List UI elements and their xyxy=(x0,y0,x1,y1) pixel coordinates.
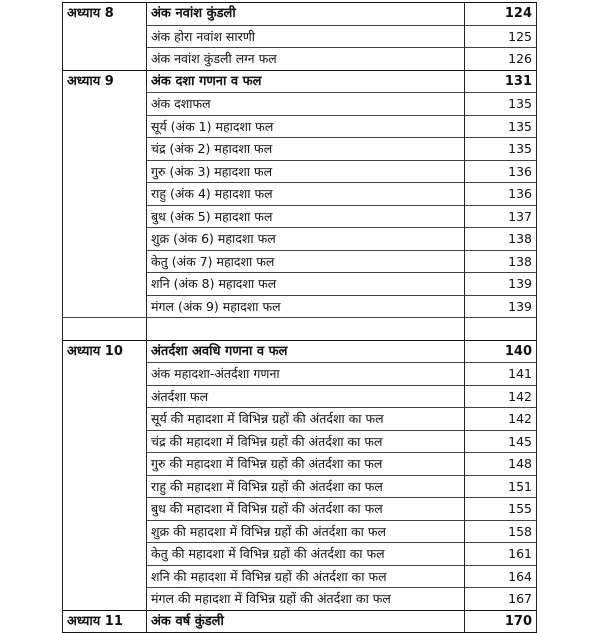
page-number: 131 xyxy=(465,70,537,93)
chapter-title: अंतर्दशा अवधि गणना व फल xyxy=(147,340,465,363)
section-title: राहु की महादशा में विभिन्न ग्रहों की अंतर्दशा का फल xyxy=(147,475,465,498)
page-number: 126 xyxy=(465,48,537,71)
section-row xyxy=(63,25,537,48)
page-number: 161 xyxy=(465,543,537,566)
section-row xyxy=(63,183,537,206)
section-row xyxy=(63,48,537,71)
chapter-cell xyxy=(63,318,147,341)
blank-row xyxy=(63,318,537,341)
chapter-title: अंक दशा गणना व फल xyxy=(147,70,465,93)
section-row xyxy=(63,430,537,453)
chapter-cell xyxy=(63,93,147,116)
section-row xyxy=(63,205,537,228)
section-title: मंगल की महादशा में विभिन्न ग्रहों की अंतर्दशा का फल xyxy=(147,588,465,611)
section-title: चंद्र की महादशा में विभिन्न ग्रहों की अंतर्दशा का फल xyxy=(147,430,465,453)
chapter-label: अध्याय 9 xyxy=(63,70,147,93)
section-row xyxy=(63,273,537,296)
chapter-cell xyxy=(63,228,147,251)
chapter-cell xyxy=(63,205,147,228)
section-title: सूर्य (अंक 1) महादशा फल xyxy=(147,115,465,138)
page-number: 155 xyxy=(465,498,537,521)
chapter-cell xyxy=(63,295,147,318)
page-number: 170 xyxy=(465,610,537,633)
section-title: शुक्र (अंक 6) महादशा फल xyxy=(147,228,465,251)
chapter-label: अध्याय 8 xyxy=(63,3,147,26)
chapter-cell xyxy=(63,25,147,48)
section-title: बुध (अंक 5) महादशा फल xyxy=(147,205,465,228)
page-number: 135 xyxy=(465,138,537,161)
page-number: 158 xyxy=(465,520,537,543)
section-row xyxy=(63,475,537,498)
section-title: अंक होरा नवांश सारणी xyxy=(147,25,465,48)
section-title xyxy=(147,318,465,341)
chapter-cell xyxy=(63,430,147,453)
page-number: 167 xyxy=(465,588,537,611)
chapter-label: अध्याय 10 xyxy=(63,340,147,363)
section-row xyxy=(63,385,537,408)
page-number: 142 xyxy=(465,408,537,431)
page-number: 135 xyxy=(465,93,537,116)
section-row xyxy=(63,160,537,183)
section-title: केतु की महादशा में विभिन्न ग्रहों की अंतर्दशा का फल xyxy=(147,543,465,566)
chapter-title: अंक नवांश कुंडली xyxy=(147,3,465,26)
page-number: 137 xyxy=(465,205,537,228)
section-row xyxy=(63,228,537,251)
chapter-cell xyxy=(63,183,147,206)
chapter-row xyxy=(63,3,537,26)
page-number: 124 xyxy=(465,3,537,26)
section-row xyxy=(63,138,537,161)
chapter-cell xyxy=(63,160,147,183)
section-title: बुध की महादशा में विभिन्न ग्रहों की अंतर्दशा का फल xyxy=(147,498,465,521)
page-number: 136 xyxy=(465,183,537,206)
section-title: केतु (अंक 7) महादशा फल xyxy=(147,250,465,273)
chapter-cell xyxy=(63,475,147,498)
chapter-label: अध्याय 11 xyxy=(63,610,147,633)
page-number xyxy=(465,318,537,341)
section-row xyxy=(63,565,537,588)
page-number: 136 xyxy=(465,160,537,183)
page-number: 125 xyxy=(465,25,537,48)
chapter-row xyxy=(63,340,537,363)
section-row xyxy=(63,295,537,318)
page-number: 148 xyxy=(465,453,537,476)
chapter-cell xyxy=(63,273,147,296)
page-number: 151 xyxy=(465,475,537,498)
page-number: 141 xyxy=(465,363,537,386)
section-title: अंक महादशा-अंतर्दशा गणना xyxy=(147,363,465,386)
chapter-cell xyxy=(63,543,147,566)
section-row xyxy=(63,93,537,116)
chapter-cell xyxy=(63,48,147,71)
section-row xyxy=(63,115,537,138)
page-number: 135 xyxy=(465,115,537,138)
page-number: 142 xyxy=(465,385,537,408)
chapter-title: अंक वर्ष कुंडली xyxy=(147,610,465,633)
chapter-cell xyxy=(63,588,147,611)
chapter-cell xyxy=(63,565,147,588)
section-row xyxy=(63,250,537,273)
section-row xyxy=(63,498,537,521)
page-number: 139 xyxy=(465,295,537,318)
chapter-cell xyxy=(63,453,147,476)
chapter-row xyxy=(63,70,537,93)
page-number: 140 xyxy=(465,340,537,363)
page-number: 139 xyxy=(465,273,537,296)
section-row xyxy=(63,408,537,431)
chapter-cell xyxy=(63,385,147,408)
chapter-cell xyxy=(63,408,147,431)
chapter-row xyxy=(63,610,537,633)
section-title: गुरु की महादशा में विभिन्न ग्रहों की अंतर्दशा का फल xyxy=(147,453,465,476)
section-title: शनि (अंक 8) महादशा फल xyxy=(147,273,465,296)
section-title: अंतर्दशा फल xyxy=(147,385,465,408)
section-title: सूर्य की महादशा में विभिन्न ग्रहों की अंतर्दशा का फल xyxy=(147,408,465,431)
page-number: 138 xyxy=(465,250,537,273)
section-row xyxy=(63,588,537,611)
page-number: 145 xyxy=(465,430,537,453)
section-title: मंगल (अंक 9) महादशा फल xyxy=(147,295,465,318)
section-title: राहु (अंक 4) महादशा फल xyxy=(147,183,465,206)
chapter-cell xyxy=(63,250,147,273)
section-title: शनि की महादशा में विभिन्न ग्रहों की अंतर्दशा का फल xyxy=(147,565,465,588)
section-title: चंद्र (अंक 2) महादशा फल xyxy=(147,138,465,161)
page-number: 138 xyxy=(465,228,537,251)
chapter-cell xyxy=(63,520,147,543)
section-title: शुक्र की महादशा में विभिन्न ग्रहों की अंतर्दशा का फल xyxy=(147,520,465,543)
section-row xyxy=(63,543,537,566)
section-row xyxy=(63,453,537,476)
section-title: अंक दशाफल xyxy=(147,93,465,116)
section-title: अंक नवांश कुंडली लग्न फल xyxy=(147,48,465,71)
chapter-cell xyxy=(63,363,147,386)
section-row xyxy=(63,363,537,386)
page-number: 164 xyxy=(465,565,537,588)
chapter-cell xyxy=(63,138,147,161)
section-row xyxy=(63,520,537,543)
chapter-cell xyxy=(63,498,147,521)
toc-body xyxy=(63,3,537,633)
section-title: गुरु (अंक 3) महादशा फल xyxy=(147,160,465,183)
table-of-contents xyxy=(62,2,537,633)
chapter-cell xyxy=(63,115,147,138)
